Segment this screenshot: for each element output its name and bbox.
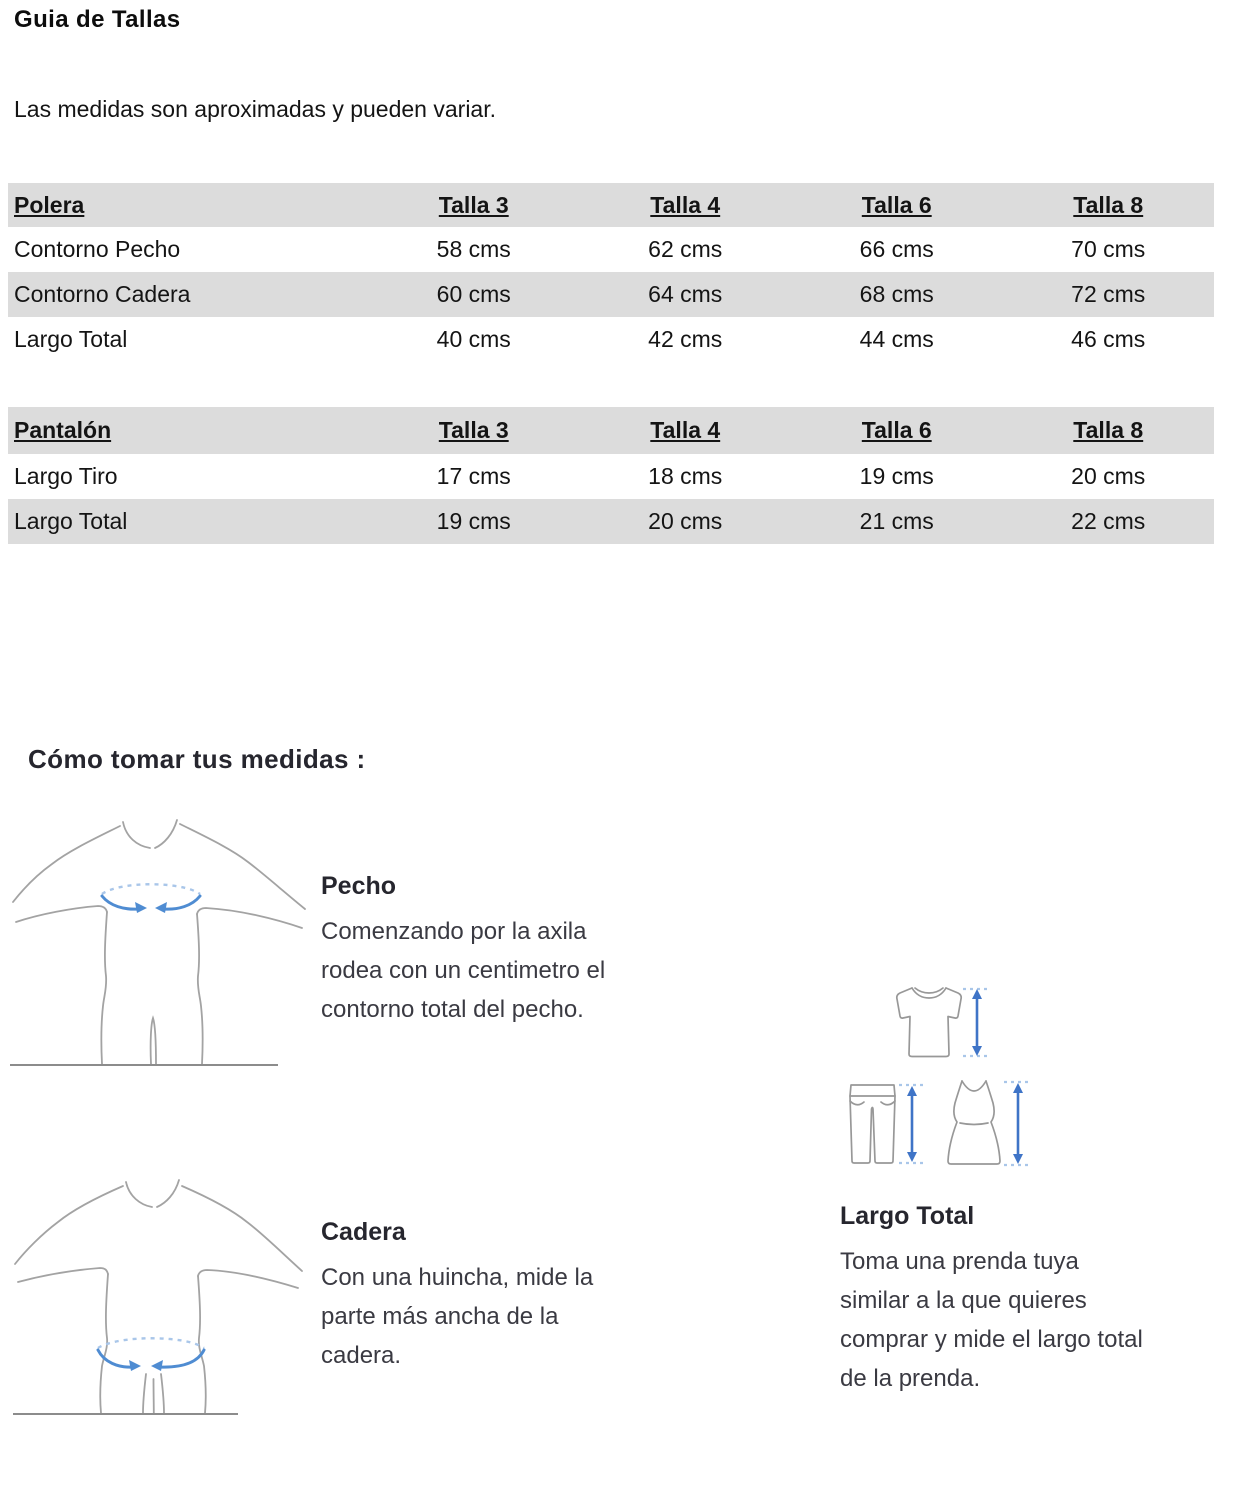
table-row [8, 227, 1214, 272]
cadera-text-line: cadera. [321, 1342, 402, 1369]
cadera-text-line: Con una huincha, mide la [321, 1264, 594, 1291]
cell-value: 19 cms [791, 454, 1003, 499]
pantalon-size-table [8, 407, 1214, 544]
back-body-hip-diagram [10, 1176, 310, 1421]
cell-value: 18 cms [580, 454, 792, 499]
body-outline-front [13, 820, 305, 1064]
polera-size-table [8, 183, 1214, 362]
cell-value: 44 cms [791, 317, 1003, 362]
pantalon-col-talla8: Talla 8 [1003, 407, 1215, 454]
pantalon-col-talla4: Talla 4 [580, 407, 792, 454]
table-row [8, 499, 1214, 544]
cadera-text-line: parte más ancha de la [321, 1303, 559, 1330]
pecho-text-line: contorno total del pecho. [321, 996, 584, 1023]
polera-col-talla3: Talla 3 [368, 183, 580, 227]
polera-col-talla8: Talla 8 [1003, 183, 1215, 227]
chest-measure-arrows [102, 884, 200, 913]
largo-total-text-line: de la prenda. [840, 1365, 981, 1392]
pecho-text-line: Comenzando por la axila [321, 918, 587, 945]
cell-value: 20 cms [580, 499, 792, 544]
garment-length-icons [835, 975, 1045, 1180]
largo-total-text-line: Toma una prenda tuya [840, 1248, 1079, 1275]
cell-value: 21 cms [791, 499, 1003, 544]
cell-value: 17 cms [368, 454, 580, 499]
page-title: Guia de Tallas [14, 6, 181, 33]
body-outline-back [15, 1180, 302, 1413]
pantalon-table-title: Pantalón [8, 407, 368, 454]
row-label: Largo Total [8, 499, 368, 544]
polera-col-talla6: Talla 6 [791, 183, 1003, 227]
cell-value: 60 cms [368, 272, 580, 317]
cell-value: 42 cms [580, 317, 792, 362]
pants-icon [850, 1085, 895, 1163]
pantalon-header-row [8, 407, 1214, 454]
cell-value: 46 cms [1003, 317, 1215, 362]
cell-value: 70 cms [1003, 227, 1215, 272]
cadera-instructions [321, 1216, 593, 1375]
polera-col-talla4: Talla 4 [580, 183, 792, 227]
row-label: Largo Tiro [8, 454, 368, 499]
dress-length-arrow-icon [1004, 1082, 1032, 1165]
dress-icon [948, 1081, 1000, 1164]
largo-total-instructions [840, 1200, 1143, 1398]
pantalon-col-talla3: Talla 3 [368, 407, 580, 454]
table-row [8, 272, 1214, 317]
cell-value: 58 cms [368, 227, 580, 272]
polera-header-row [8, 183, 1214, 227]
cell-value: 20 cms [1003, 454, 1215, 499]
cell-value: 22 cms [1003, 499, 1215, 544]
cell-value: 40 cms [368, 317, 580, 362]
pecho-text-line: rodea con un centimetro el [321, 957, 606, 984]
measure-section-heading: Cómo tomar tus medidas : [28, 744, 366, 774]
cadera-heading: Cadera [321, 1218, 406, 1246]
table-row [8, 454, 1214, 499]
pecho-heading: Pecho [321, 872, 397, 900]
largo-total-heading: Largo Total [840, 1202, 975, 1230]
front-body-chest-diagram [10, 812, 310, 1072]
polera-table-title: Polera [8, 183, 368, 227]
largo-total-text-line: similar a la que quieres [840, 1287, 1087, 1314]
cell-value: 66 cms [791, 227, 1003, 272]
table-row [8, 317, 1214, 362]
largo-total-text-line: comprar y mide el largo total [840, 1326, 1143, 1353]
row-label: Contorno Pecho [8, 227, 368, 272]
cell-value: 64 cms [580, 272, 792, 317]
hip-measure-arrows [98, 1338, 204, 1371]
disclaimer-text: Las medidas son aproximadas y pueden variar. [14, 96, 497, 122]
tshirt-icon [897, 988, 961, 1057]
row-label: Largo Total [8, 317, 368, 362]
cell-value: 62 cms [580, 227, 792, 272]
cell-value: 72 cms [1003, 272, 1215, 317]
cell-value: 19 cms [368, 499, 580, 544]
row-label: Contorno Cadera [8, 272, 368, 317]
pecho-instructions [321, 870, 605, 1029]
pants-length-arrow-icon [899, 1085, 927, 1163]
tshirt-length-arrow-icon [963, 989, 991, 1056]
cell-value: 68 cms [791, 272, 1003, 317]
pantalon-col-talla6: Talla 6 [791, 407, 1003, 454]
